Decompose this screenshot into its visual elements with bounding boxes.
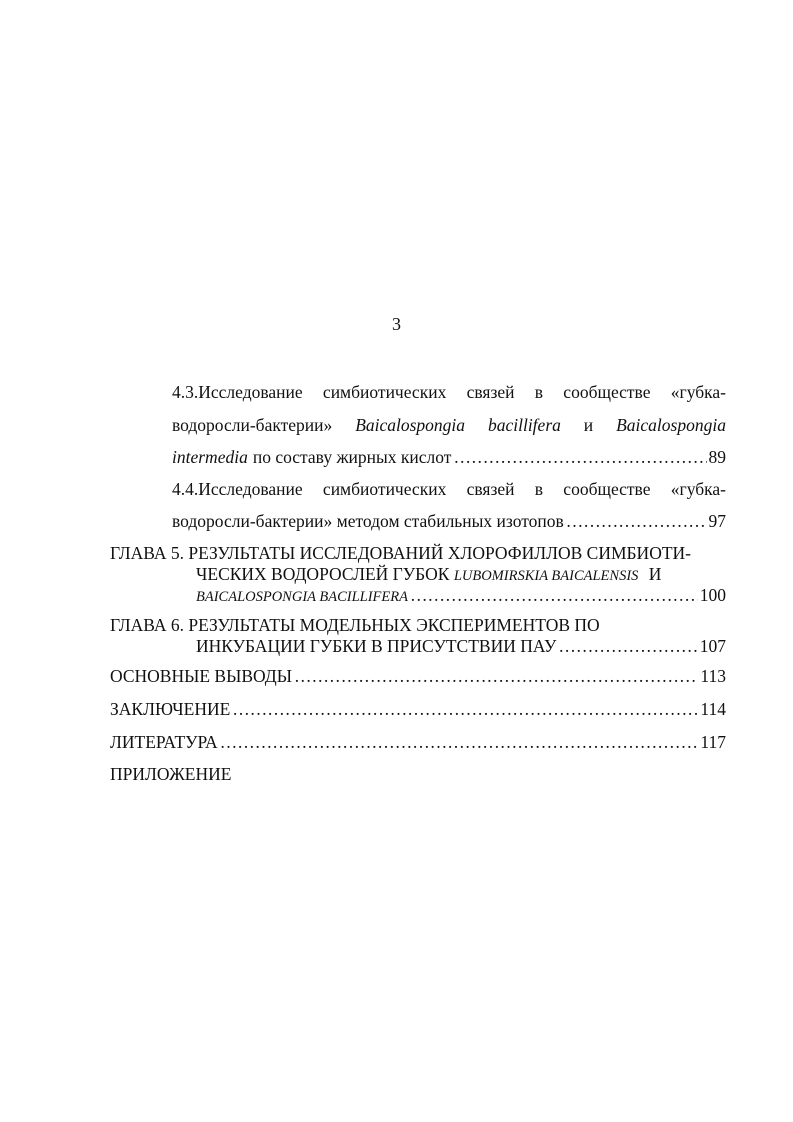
- toc-entry-text: ОСНОВНЫЕ ВЫВОДЫ: [110, 666, 293, 686]
- toc-4-4-word: сообществе: [563, 479, 651, 499]
- chapter-label: ГЛАВА 6.: [110, 615, 185, 635]
- toc-entry-page: 117: [700, 732, 726, 752]
- toc-4-4-word: 4.4.Исследование: [172, 479, 303, 499]
- toc-entry-chapter-5[interactable]: [110, 544, 726, 562]
- toc-4-3-word: в: [534, 382, 544, 402]
- toc-entry-text: ЛИТЕРАТУРА: [110, 732, 218, 752]
- leader-dots: [294, 667, 698, 685]
- species-name: BAICALOSPONGIA BACILLIFERA: [196, 589, 408, 605]
- toc-entry-chapter-6[interactable]: [110, 616, 726, 634]
- toc-4-4-page: 97: [708, 511, 726, 531]
- toc-entry-summary[interactable]: [110, 700, 726, 718]
- toc-4-4-word: связей: [466, 479, 515, 499]
- chapter-title-line: РЕЗУЛЬТАТЫ МОДЕЛЬНЫХ ЭКСПЕРИМЕНТОВ ПО: [188, 615, 600, 635]
- toc-entry-conclusions[interactable]: [110, 667, 726, 685]
- chapter-label: ГЛАВА 5.: [110, 543, 185, 563]
- toc-entry-appendix[interactable]: [110, 765, 726, 783]
- chapter-5-line2: [196, 565, 726, 585]
- toc-4-3-word: сообществе: [563, 382, 651, 402]
- chapter-5-line3: [196, 586, 726, 606]
- toc-4-4-line1: [172, 480, 726, 498]
- leader-dots: [558, 637, 697, 655]
- toc-4-4-line2: [172, 512, 726, 530]
- toc-4-3-text: водоросли-бактерии»: [172, 415, 333, 435]
- species-name: Baicalospongia: [355, 415, 466, 435]
- chapter-6-line2: [196, 637, 726, 655]
- toc-4-3-word: «губка-: [670, 382, 726, 402]
- toc-4-3-line3: [172, 448, 726, 466]
- leader-dots: [453, 448, 706, 466]
- toc-4-3-word: 4.3.Исследование: [172, 382, 303, 402]
- toc-entry-text: ЗАКЛЮЧЕНИЕ: [110, 699, 231, 719]
- toc-entry-text: ПРИЛОЖЕНИЕ: [110, 764, 232, 784]
- leader-dots: [566, 512, 707, 530]
- toc-4-4-text: водоросли-бактерии» методом стабильных изотопов: [172, 511, 564, 531]
- toc-entry-page: 114: [700, 699, 726, 719]
- toc-4-3-word: связей: [466, 382, 515, 402]
- chapter-title-line: РЕЗУЛЬТАТЫ ИССЛЕДОВАНИЙ ХЛОРОФИЛЛОВ СИМБИОТИ-: [188, 543, 691, 563]
- toc-4-4-word: симбиотических: [322, 479, 447, 499]
- toc-4-4-word: «губка-: [670, 479, 726, 499]
- leader-dots: [232, 700, 698, 718]
- species-name: bacillifera: [487, 415, 561, 435]
- chapter-title-line: ИНКУБАЦИИ ГУБКИ В ПРИСУТСТВИИ ПАУ: [196, 636, 557, 656]
- toc-entry-page: 113: [700, 666, 726, 686]
- toc-entry-4-3[interactable]: [172, 383, 726, 401]
- leader-dots: [410, 586, 698, 604]
- page-number: 3: [392, 314, 401, 334]
- toc-entry-4-4[interactable]: [172, 480, 726, 498]
- species-name: Baicalospongia: [616, 415, 726, 435]
- toc-4-3-text: по составу жирных кислот: [252, 447, 452, 467]
- species-name: LUBOMIRSKIA BAICALENSIS: [453, 568, 639, 584]
- chapter-6-page: 107: [699, 636, 726, 656]
- toc-4-3-line2: [172, 416, 726, 434]
- toc-4-4-word: в: [534, 479, 544, 499]
- leader-dots: [220, 733, 699, 751]
- chapter-title-line: И: [648, 564, 662, 584]
- chapter-5-page: 100: [699, 585, 726, 605]
- chapter-title-line: ЧЕСКИХ ВОДОРОСЛЕЙ ГУБОК: [196, 564, 450, 584]
- toc-4-3-line1: [172, 383, 726, 401]
- toc-4-3-text: и: [583, 415, 594, 435]
- toc-4-3-page: 89: [708, 447, 726, 467]
- toc-4-3-word: симбиотических: [322, 382, 447, 402]
- species-name: intermedia: [172, 447, 248, 467]
- toc-entry-literature[interactable]: [110, 733, 726, 751]
